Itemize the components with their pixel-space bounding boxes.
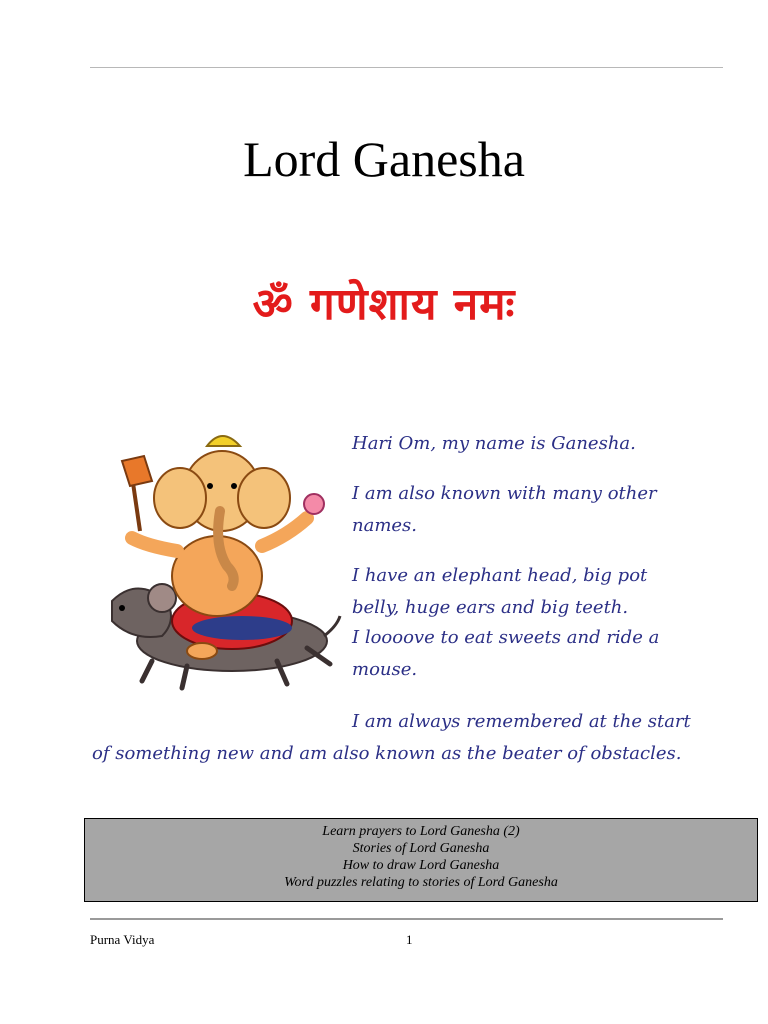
page-title: Lord Ganesha bbox=[243, 131, 525, 187]
intro-paragraph-3: I have an elephant head, big pot belly, huge ears and big teeth. bbox=[352, 565, 648, 618]
top-rule bbox=[90, 67, 723, 68]
link-word-puzzles[interactable]: Word puzzles relating to stories of Lord Ganesha bbox=[284, 875, 558, 890]
link-stories[interactable]: Stories of Lord Ganesha bbox=[352, 841, 490, 856]
link-prayers[interactable]: Learn prayers to Lord Ganesha (2) bbox=[322, 824, 520, 839]
footer-rule bbox=[90, 918, 723, 920]
intro-paragraph-2: I am also known with many other names. bbox=[352, 483, 657, 536]
contents-link-box bbox=[84, 818, 758, 902]
intro-paragraph-4: I loooove to eat sweets and ride a mouse. bbox=[352, 627, 660, 680]
intro-paragraph-5: I am always remembered at the start of something new and am also known as the beater of obstacles. bbox=[92, 711, 691, 764]
sanskrit-mantra: ॐ गणेशाय नमः bbox=[252, 279, 516, 330]
ganesha-riding-mouse-illustration bbox=[92, 426, 342, 696]
link-how-to-draw[interactable]: How to draw Lord Ganesha bbox=[342, 858, 500, 873]
page-number: 1 bbox=[406, 932, 413, 947]
intro-paragraph-1: Hari Om, my name is Ganesha. bbox=[352, 433, 636, 454]
footer-source: Purna Vidya bbox=[90, 932, 155, 947]
